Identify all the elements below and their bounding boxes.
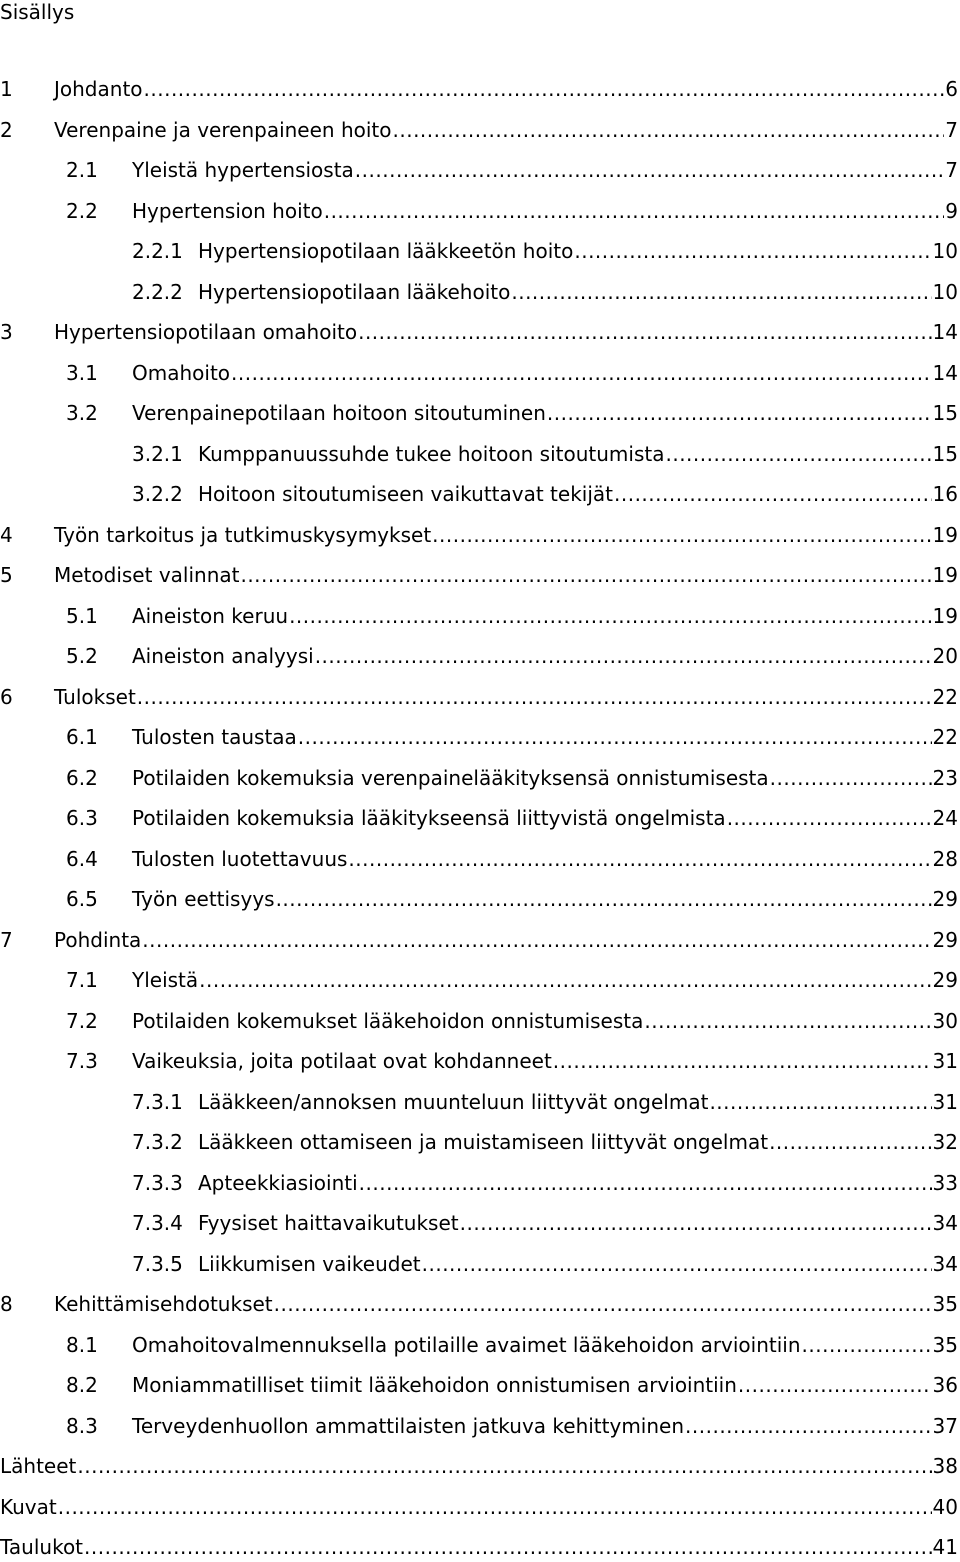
toc-entry-number: 2.2 <box>66 198 98 223</box>
toc-page-number: 35 <box>932 1332 958 1357</box>
toc-page-number: 19 <box>932 603 958 628</box>
toc-entry[interactable] <box>0 1046 958 1076</box>
toc-dot-leader <box>432 523 931 547</box>
toc-page-number: 40 <box>932 1494 958 1519</box>
toc-entry-number: 5 <box>0 563 13 587</box>
toc-entry-title: Liikkumisen vaikeudet <box>198 1251 421 1276</box>
toc-entry[interactable] <box>0 317 958 347</box>
toc-entry-title: Kumppanuussuhde tukee hoitoon sitoutumista <box>198 441 665 466</box>
toc-entry-title: Lähteet <box>0 1454 77 1478</box>
toc-entry[interactable] <box>0 1208 958 1238</box>
toc-entry-title: Kuvat <box>0 1494 57 1519</box>
toc-entry-number: 6 <box>0 684 13 709</box>
toc-entry[interactable] <box>0 236 958 266</box>
toc-entry[interactable] <box>0 1249 958 1279</box>
toc-entry-title: Työn eettisyys <box>132 887 275 911</box>
toc-dot-leader <box>358 320 931 344</box>
toc-page-number: 36 <box>932 1373 958 1397</box>
toc-dot-leader <box>769 1130 931 1154</box>
toc-entry-number: 6.5 <box>66 887 98 911</box>
toc-page-number: 35 <box>932 1292 958 1316</box>
toc-entry[interactable] <box>0 1370 958 1400</box>
toc-entry[interactable] <box>0 884 958 914</box>
toc-dot-leader <box>355 158 944 182</box>
toc-page-number: 41 <box>932 1535 958 1559</box>
toc-dot-leader <box>289 604 931 628</box>
toc-entry-title: Metodiset valinnat <box>54 563 240 587</box>
toc-dot-leader <box>574 239 931 263</box>
toc-entry-number: 3.2 <box>66 401 98 425</box>
toc-page-number: 38 <box>932 1454 958 1478</box>
toc-entry[interactable] <box>0 1127 958 1157</box>
toc-dot-leader <box>770 766 932 790</box>
toc-dot-leader <box>393 118 945 142</box>
toc-entry[interactable] <box>0 520 958 550</box>
toc-page-number: 15 <box>932 441 958 466</box>
toc-entry-number: 7.2 <box>66 1008 98 1033</box>
toc-page-number: 15 <box>932 401 958 425</box>
toc-dot-leader <box>84 1535 932 1559</box>
toc-entry-number: 7.3 <box>66 1049 98 1073</box>
toc-entry[interactable] <box>0 439 958 469</box>
toc-dot-leader <box>240 563 931 587</box>
toc-entry[interactable] <box>0 925 958 955</box>
toc-page-number: 19 <box>932 522 958 547</box>
toc-page-number: 37 <box>932 1413 958 1438</box>
toc-page-number: 34 <box>932 1251 958 1276</box>
toc-entry[interactable] <box>0 722 958 752</box>
toc-dot-leader <box>422 1252 932 1276</box>
toc-entry[interactable] <box>0 398 958 428</box>
toc-entry[interactable] <box>0 1451 958 1481</box>
toc-entry-title: Kehittämisehdotukset <box>54 1292 273 1316</box>
toc-entry-number: 7.3.2 <box>132 1130 183 1154</box>
toc-entry[interactable] <box>0 155 958 185</box>
toc-entry[interactable] <box>0 358 958 388</box>
toc-entry-title: Terveydenhuollon ammattilaisten jatkuva kehittyminen <box>132 1413 685 1438</box>
toc-entry-title: Lääkkeen ottamiseen ja muistamiseen liittyvät ongelmat <box>198 1130 769 1154</box>
toc-entry[interactable] <box>0 641 958 671</box>
toc-entry-number: 8.1 <box>66 1332 98 1357</box>
toc-entry-title: Taulukot <box>0 1535 84 1559</box>
toc-entry-number: 3.1 <box>66 360 98 385</box>
toc-entry-title: Hoitoon sitoutumiseen vaikuttavat tekijät <box>198 482 613 506</box>
toc-entry-number: 6.1 <box>66 725 98 749</box>
toc-page-number: 10 <box>932 279 958 304</box>
toc-dot-leader <box>231 361 932 385</box>
toc-dot-leader <box>665 442 931 466</box>
toc-entry-number: 3.2.2 <box>132 482 183 506</box>
toc-dot-leader <box>276 887 932 911</box>
toc-page-number: 19 <box>932 563 958 587</box>
toc-page-number: 31 <box>932 1049 958 1073</box>
toc-entry-number: 6.3 <box>66 806 98 830</box>
toc-entry[interactable] <box>0 1492 958 1522</box>
toc-page-number: 34 <box>932 1211 958 1235</box>
toc-page-number: 28 <box>932 846 958 871</box>
toc-entry-title: Hypertensiopotilaan lääkehoito <box>198 279 511 304</box>
toc-dot-leader <box>315 644 932 668</box>
toc-page-number: 23 <box>932 765 958 790</box>
toc-page-number: 7 <box>945 158 958 182</box>
toc-entry-number: 5.2 <box>66 644 98 668</box>
toc-entry-title: Apteekkiasiointi <box>198 1170 358 1195</box>
toc-entry-title: Verenpaine ja verenpaineen hoito <box>54 117 392 142</box>
toc-entry-number: 7.3.1 <box>132 1089 183 1114</box>
toc-entry[interactable] <box>0 965 958 995</box>
toc-entry-number: 2.2.1 <box>132 239 183 263</box>
toc-entry-title: Moniammatilliset tiimit lääkehoidon onnistumisen arviointiin <box>132 1373 737 1397</box>
toc-dot-leader <box>511 280 931 304</box>
toc-dot-leader <box>614 482 932 506</box>
toc-entry[interactable] <box>0 1087 958 1117</box>
toc-dot-leader <box>298 725 932 749</box>
toc-entry[interactable] <box>0 479 958 509</box>
toc-entry-title: Tulokset <box>54 684 136 709</box>
toc-entry-number: 3 <box>0 320 13 344</box>
toc-dot-leader <box>460 1211 932 1235</box>
toc-entry-number: 8 <box>0 1292 13 1316</box>
toc-dot-leader <box>359 1171 932 1195</box>
toc-page-number: 30 <box>932 1008 958 1033</box>
toc-entry-number: 8.2 <box>66 1373 98 1397</box>
toc-dot-leader <box>144 77 945 101</box>
toc-entry-number: 7.3.5 <box>132 1251 183 1276</box>
toc-entry-number: 2.1 <box>66 158 98 182</box>
toc-dot-leader <box>738 1373 932 1397</box>
toc-page-number: 22 <box>932 725 958 749</box>
toc-entry[interactable] <box>0 196 958 226</box>
toc-entry-title: Hypertensiopotilaan lääkkeetön hoito <box>198 239 574 263</box>
toc-entry-title: Potilaiden kokemuksia verenpainelääkityksensä onnistumisesta <box>132 765 769 790</box>
toc-entry-number: 7.3.4 <box>132 1211 183 1235</box>
toc-entry[interactable] <box>0 1006 958 1036</box>
toc-page-number: 14 <box>932 360 958 385</box>
toc-dot-leader <box>324 199 945 223</box>
toc-entry-title: Pohdinta <box>54 927 142 952</box>
toc-page-number: 20 <box>932 644 958 668</box>
toc-entry-title: Fyysiset haittavaikutukset <box>198 1211 459 1235</box>
toc-dot-leader <box>142 928 931 952</box>
toc-page-number: 9 <box>945 198 958 223</box>
toc-dot-leader <box>137 685 932 709</box>
toc-entry-number: 1 <box>0 77 13 101</box>
toc-entry-title: Johdanto <box>54 77 143 101</box>
toc-entry[interactable] <box>0 1289 958 1319</box>
toc-dot-leader <box>274 1292 932 1316</box>
toc-dot-leader <box>553 1049 932 1073</box>
toc-page-number: 29 <box>932 887 958 911</box>
toc-dot-leader <box>644 1009 931 1033</box>
toc-dot-leader <box>58 1495 932 1519</box>
toc-entry[interactable] <box>0 682 958 712</box>
toc-entry[interactable] <box>0 277 958 307</box>
toc-dot-leader <box>77 1454 931 1478</box>
toc-page-number: 10 <box>932 239 958 263</box>
toc-entry[interactable] <box>0 803 958 833</box>
toc-entry-number: 4 <box>0 522 13 547</box>
toc-entry[interactable] <box>0 115 958 145</box>
page-title: Sisällys <box>0 0 75 24</box>
toc-entry-title: Tulosten taustaa <box>132 725 297 749</box>
toc-entry-number: 8.3 <box>66 1413 98 1438</box>
toc-entry[interactable] <box>0 560 958 590</box>
toc-entry-title: Potilaiden kokemukset lääkehoidon onnistumisesta <box>132 1008 644 1033</box>
toc-entry-title: Hypertension hoito <box>132 198 323 223</box>
toc-page-number: 29 <box>932 968 958 992</box>
toc-dot-leader <box>199 968 931 992</box>
toc-page-number: 6 <box>945 77 958 101</box>
toc-entry-number: 6.4 <box>66 846 98 871</box>
toc-dot-leader <box>685 1414 932 1438</box>
toc-entry-number: 2.2.2 <box>132 279 183 304</box>
toc-entry-number: 7 <box>0 927 13 952</box>
toc-page-number: 7 <box>945 117 958 142</box>
toc-page-number: 16 <box>932 482 958 506</box>
toc-entry-number: 7.3.3 <box>132 1170 183 1195</box>
toc-entry[interactable] <box>0 844 958 874</box>
toc-entry-title: Aineiston keruu <box>132 603 289 628</box>
toc-entry[interactable] <box>0 601 958 631</box>
toc-page-number: 31 <box>932 1089 958 1114</box>
toc-page-number: 32 <box>932 1130 958 1154</box>
toc-page-number: 29 <box>932 927 958 952</box>
toc-entry[interactable] <box>0 1330 958 1360</box>
toc-entry[interactable] <box>0 1168 958 1198</box>
toc-dot-leader <box>709 1090 931 1114</box>
toc-entry-number: 6.2 <box>66 765 98 790</box>
toc-entry-title: Työn tarkoitus ja tutkimuskysymykset <box>54 522 432 547</box>
toc-entry-title: Hypertensiopotilaan omahoito <box>54 320 358 344</box>
toc-dot-leader <box>547 401 932 425</box>
toc-entry-number: 3.2.1 <box>132 441 183 466</box>
toc-page-number: 24 <box>932 806 958 830</box>
toc-page-number: 22 <box>932 684 958 709</box>
toc-page-number: 33 <box>932 1170 958 1195</box>
toc-entry[interactable] <box>0 74 958 104</box>
toc-entry-number: 7.1 <box>66 968 98 992</box>
toc-entry-title: Yleistä hypertensiosta <box>132 158 354 182</box>
toc-entry-title: Yleistä <box>132 968 199 992</box>
toc-dot-leader <box>802 1333 932 1357</box>
toc-entry-title: Potilaiden kokemuksia lääkitykseensä liittyvistä ongelmista <box>132 806 726 830</box>
toc-dot-leader <box>727 806 932 830</box>
toc-entry-title: Tulosten luotettavuus <box>132 846 348 871</box>
toc-entry-title: Verenpainepotilaan hoitoon sitoutuminen <box>132 401 546 425</box>
toc-entry-title: Aineiston analyysi <box>132 644 314 668</box>
toc-entry-title: Omahoitovalmennuksella potilaille avaimet lääkehoidon arviointiin <box>132 1332 801 1357</box>
toc-entry[interactable] <box>0 763 958 793</box>
toc-entry-number: 5.1 <box>66 603 98 628</box>
toc-entry-number: 2 <box>0 117 13 142</box>
toc-entry-title: Lääkkeen/annoksen muunteluun liittyvät ongelmat <box>198 1089 709 1114</box>
toc-page-number: 14 <box>932 320 958 344</box>
toc-entry[interactable] <box>0 1411 958 1441</box>
toc-entry-title: Vaikeuksia, joita potilaat ovat kohdanneet <box>132 1049 552 1073</box>
toc-dot-leader <box>348 847 931 871</box>
toc-entry-title: Omahoito <box>132 360 231 385</box>
